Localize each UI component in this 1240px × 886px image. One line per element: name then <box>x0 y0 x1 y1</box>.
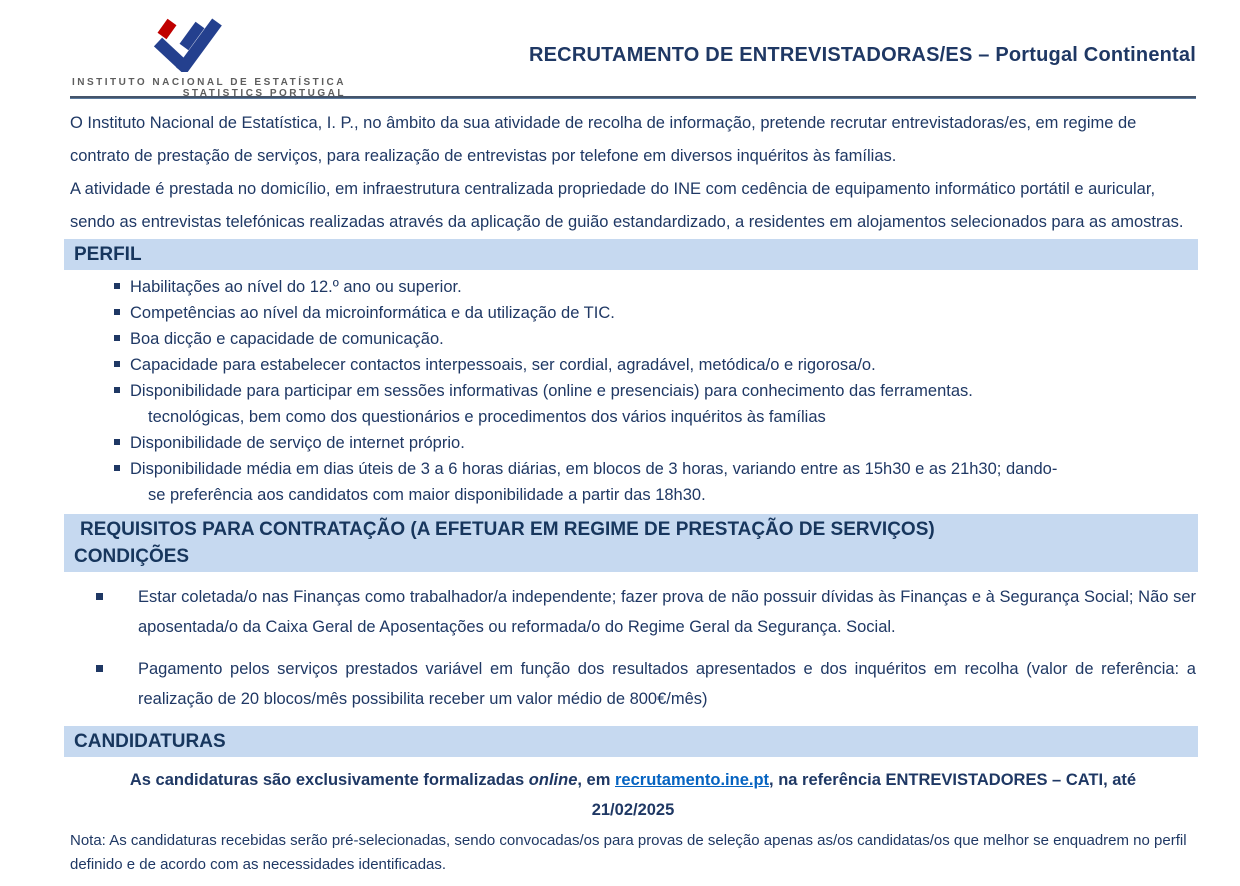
perfil-list-item <box>70 352 1196 378</box>
deadline-date: 21/02/2025 <box>591 801 675 819</box>
list-item-text: Estar coletada/o nas Finanças como trabalhador/a independente; fazer prova de não possuir dívidas às Finanças e à Segurança Social; Não ser aposentada/o da Caixa Geral de Aposentações ou reformada/o do Regime Geral da Segurança. Social. <box>138 588 1196 636</box>
square-bullet-icon <box>70 456 130 482</box>
section-header-requisitos <box>64 514 1198 572</box>
page-title: RECRUTAMENTO DE ENTREVISTADORAS/ES – Portugal Continental <box>529 44 1196 66</box>
intro-paragraph-1: O Instituto Nacional de Estatística, I. P., no âmbito da sua atividade de recolha de informação, pretende recrutar entrevistadoras/es, em regime de contrato de prestação de serviços, para realização de entrevistas por telefone em diversos inquéritos às famílias. <box>70 114 1137 165</box>
logo-name-en: STATISTICS PORTUGAL <box>182 88 346 99</box>
candidaturas-text-part2: , em <box>577 771 615 789</box>
logo-wordmark <box>72 77 346 99</box>
perfil-list-item <box>70 300 1196 326</box>
list-item-text: Disponibilidade média em dias úteis de 3 a 6 horas diárias, em blocos de 3 horas, variando entre as 15h30 e as 21h30; dando- <box>130 460 1058 478</box>
condicoes-list-item <box>70 654 1196 714</box>
list-item-text: Boa dicção e capacidade de comunicação. <box>130 330 444 348</box>
section-title: CANDIDATURAS <box>74 731 226 752</box>
square-bullet-icon <box>70 300 130 326</box>
perfil-list <box>70 274 1196 508</box>
candidaturas-text-part3: , na referência ENTREVISTADORES – CATI, até <box>769 771 1137 789</box>
condicoes-list-item <box>70 582 1196 642</box>
square-bullet-icon <box>70 352 130 378</box>
square-bullet-icon <box>70 582 138 642</box>
recrutamento-link[interactable]: recrutamento.ine.pt <box>615 771 770 789</box>
section-header-candidaturas <box>64 726 1198 757</box>
ine-logo <box>70 12 346 99</box>
list-item-continuation: tecnológicas, bem como dos questionários e procedimentos dos vários inquéritos às famílias <box>148 408 826 426</box>
nota-text: Nota: As candidaturas recebidas serão pré-selecionadas, sendo convocadas/os para provas de seleção apenas as/os candidatas/os que melhor se enquadrem no perfil definido e de acordo com as necessidades identificadas. <box>70 832 1187 873</box>
section-title: PERFIL <box>74 244 142 265</box>
list-item-text: Disponibilidade de serviço de internet próprio. <box>130 434 465 452</box>
ine-checkmark-icon <box>140 14 250 77</box>
list-item-text: Capacidade para estabelecer contactos interpessoais, ser cordial, agradável, metódica/o e rigorosa/o. <box>130 356 876 374</box>
square-bullet-icon <box>70 274 130 300</box>
section-title: REQUISITOS PARA CONTRATAÇÃO (A EFETUAR EM REGIME DE PRESTAÇÃO DE SERVIÇOS) <box>80 519 935 540</box>
candidaturas-instructions <box>70 765 1196 825</box>
square-bullet-icon <box>70 326 130 352</box>
perfil-list-item <box>70 274 1196 300</box>
intro-paragraph-2: A atividade é prestada no domicílio, em infraestrutura centralizada propriedade do INE com cedência de equipamento informático portátil e auricular, sendo as entrevistas telefónicas realizadas através da aplicação de guião estandardizado, a residentes em alojamentos selecionados para as amostras. <box>70 180 1184 231</box>
list-item-text: Competências ao nível da microinformática e da utilização de TIC. <box>130 304 615 322</box>
candidaturas-online-word: online <box>528 771 578 789</box>
list-item-continuation: se preferência aos candidatos com maior disponibilidade a partir das 18h30. <box>148 486 706 504</box>
condicoes-list <box>70 582 1196 714</box>
perfil-list-item <box>70 378 1196 430</box>
square-bullet-icon <box>70 378 130 404</box>
section-subtitle: CONDIÇÕES <box>74 546 190 567</box>
candidaturas-text-part1: As candidaturas são exclusivamente formalizadas <box>129 771 529 789</box>
perfil-list-item <box>70 326 1196 352</box>
intro-section <box>70 107 1196 239</box>
list-item-text: Habilitações ao nível do 12.º ano ou superior. <box>130 278 462 296</box>
section-header-perfil <box>64 239 1198 270</box>
square-bullet-icon <box>70 654 138 714</box>
square-bullet-icon <box>70 430 130 456</box>
list-item-text: Pagamento pelos serviços prestados variável em função dos resultados apresentados e dos inquéritos em recolha (valor de referência: a realização de 20 blocos/mês possibilita receber um valor médio de 800€/mês) <box>138 660 1196 708</box>
perfil-list-item <box>70 456 1196 508</box>
logo-name-pt: INSTITUTO NACIONAL DE ESTATÍSTICA <box>72 77 346 88</box>
perfil-list-item <box>70 430 1196 456</box>
list-item-text: Disponibilidade para participar em sessões informativas (online e presenciais) para conhecimento das ferramentas. <box>130 382 973 400</box>
document-header <box>70 12 1196 99</box>
